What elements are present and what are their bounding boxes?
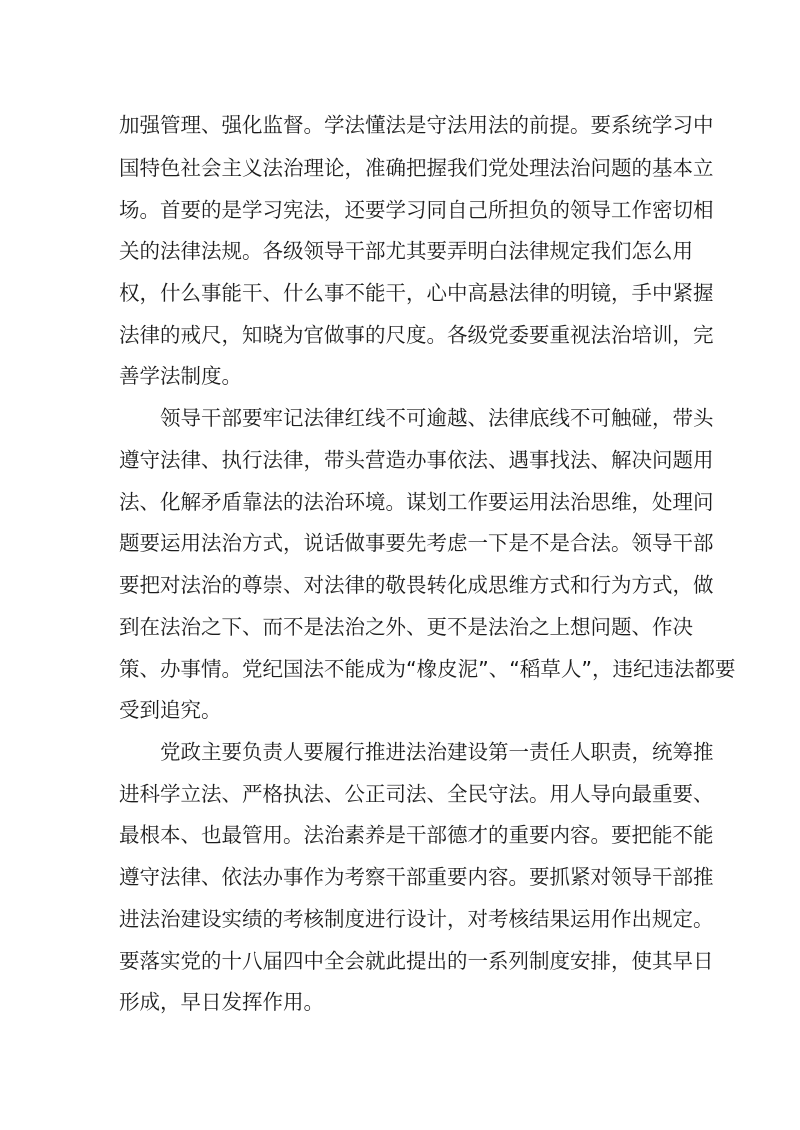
paragraph-2-line-7: 策、办事情。党纪国法不能成为“橡皮泥”、“稻草人”，违纪违法都要 — [119, 657, 736, 681]
paragraph-1-line-1: 加强管理、强化监督。学法懂法是守法用法的前提。要系统学习中 — [119, 113, 714, 137]
paragraph-2-line-3: 法、化解矛盾靠法的法治环境。谋划工作要运用法治思维，处理问 — [119, 490, 714, 514]
paragraph-3-line-2: 进科学立法、严格执法、公正司法、全民守法。用人导向最重要、 — [119, 782, 714, 806]
paragraph-1-line-5: 权，什么事能干、什么事不能干，心中高悬法律的明镜，手中紧握 — [119, 281, 714, 305]
paragraph-2-line-5: 要把对法治的尊崇、对法律的敬畏转化成思维方式和行为方式，做 — [119, 573, 714, 597]
paragraph-1-line-3: 场。首要的是学习宪法，还要学习同自己所担负的领导工作密切相 — [119, 198, 714, 222]
paragraph-2-line-4: 题要运用法治方式，说话做事要先考虑一下是不是合法。领导干部 — [119, 531, 714, 555]
paragraph-3-line-6: 要落实党的十八届四中全会就此提出的一系列制度安排，使其早日 — [119, 949, 714, 973]
paragraph-3-line-5: 进法治建设实绩的考核制度进行设计，对考核结果运用作出规定。 — [119, 907, 714, 931]
paragraph-2-line-8: 受到追究。 — [119, 698, 222, 722]
paragraph-2-line-6: 到在法治之下、而不是法治之外、更不是法治之上想问题、作决 — [119, 615, 693, 639]
paragraph-1-line-2: 国特色社会主义法治理论，准确把握我们党处理法治问题的基本立 — [119, 156, 714, 180]
paragraph-1-line-7: 善学法制度。 — [119, 364, 242, 388]
paragraph-3-line-4: 遵守法律、依法办事作为考察干部重要内容。要抓紧对领导干部推 — [119, 865, 714, 889]
paragraph-3-line-1: 党政主要负责人要履行推进法治建设第一责任人职责，统筹推 — [160, 740, 714, 764]
paragraph-3-line-7: 形成，早日发挥作用。 — [119, 990, 324, 1014]
paragraph-1-line-6: 法律的戒尺，知晓为官做事的尺度。各级党委要重视法治培训，完 — [119, 323, 714, 347]
paragraph-2-line-2: 遵守法律、执行法律，带头营造办事依法、遇事找法、解决问题用 — [119, 448, 714, 472]
paragraph-1-line-4: 关的法律法规。各级领导干部尤其要弄明白法律规定我们怎么用 — [119, 239, 693, 263]
paragraph-3-line-3: 最根本、也最管用。法治素养是干部德才的重要内容。要把能不能 — [119, 823, 714, 847]
paragraph-2-line-1: 领导干部要牢记法律红线不可逾越、法律底线不可触碰，带头 — [160, 406, 714, 430]
